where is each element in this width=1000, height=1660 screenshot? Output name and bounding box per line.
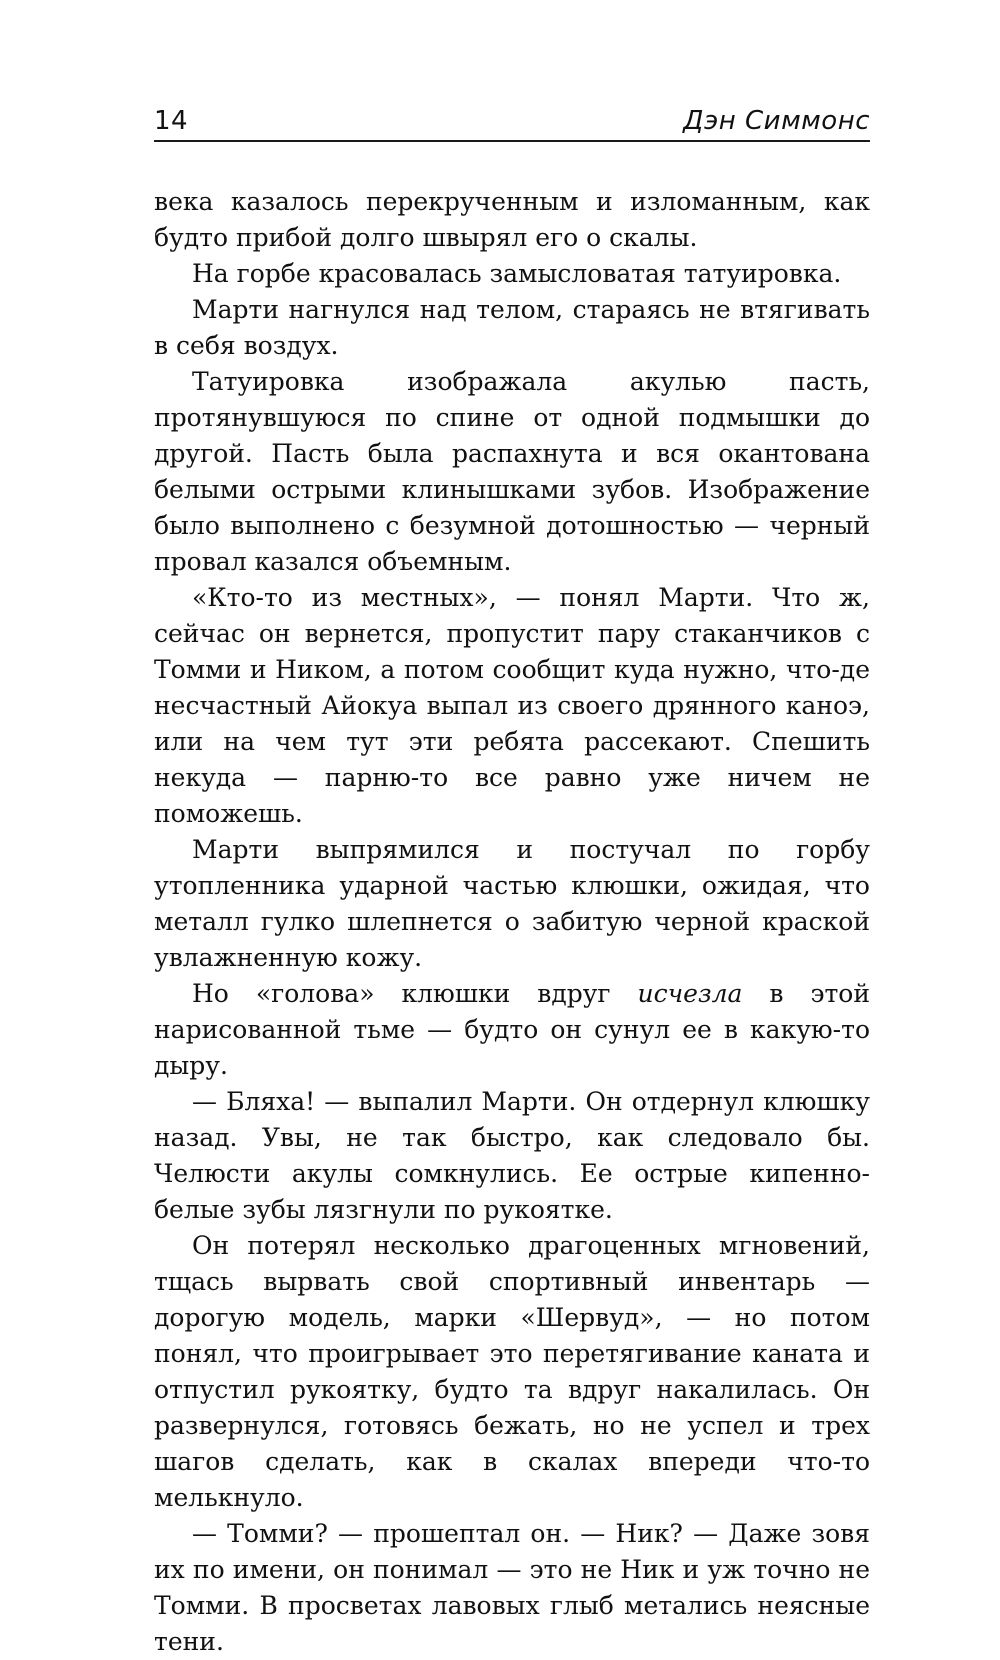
paragraph-1: века казалось перекрученным и изломанным, как будто прибой долго швырял его о скалы. — [154, 187, 870, 252]
paragraph-8: — Бляха! — выпалил Марти. Он отдернул клюшку назад. Увы, не так быстро, как следовало бы. Челюсти акулы сомкнулись. Ее острые кипенно-белые зубы лязгнули по рукоятке. — [154, 1087, 870, 1224]
paragraph-5: «Кто-то из местных», — понял Марти. Что ж, сейчас он вернется, пропустит пару стаканчиков с Томми и Ником, а потом сообщит куда нужно, что-де несчастный Айокуа выпал из своего дрянного каноэ, или на чем тут эти ребята рассекают. Спешить некуда — парню-то все равно уже ничем не поможешь. — [154, 583, 870, 828]
running-header — [154, 100, 870, 142]
paragraph-2: На горбе красовалась замысловатая татуировка. — [192, 259, 842, 288]
paragraph-6: Марти выпрямился и постучал по горбу утопленника ударной частью клюшки, ожидая, что металл гулко шлепнется о забитую черной краской увлажненную кожу. — [154, 835, 870, 972]
paragraph-7 — [154, 976, 870, 1084]
emphasis-word: исчезла — [637, 979, 743, 1008]
paragraph-9: Он потерял несколько драгоценных мгновений, тщась вырвать свой спортивный инвентарь — дорогую модель, марки «Шервуд», — но потом понял, что проигрывает это перетягивание каната и отпустил рукоятку, будто та вдруг накалилась. Он развернулся, готовясь бежать, но не успел и трех шагов сделать, как в скалах впереди что-то мелькнуло. — [154, 1231, 870, 1512]
book-author: Дэн Симмонс — [683, 106, 870, 136]
page-number: 14 — [154, 106, 189, 136]
paragraph-7-end: в этой нарисованной тьме — будто он сунул ее в какую-то дыру. — [154, 979, 870, 1080]
paragraph-4: Татуировка изображала акулью пасть, протянувшуюся по спине от одной подмышки до другой. Пасть была распахнута и вся окантована белыми острыми клинышками зубов. Изображение было выполнено с безумной дотошностью — черный провал казался объемным. — [154, 367, 870, 576]
book-page — [154, 100, 870, 1660]
body-text — [154, 184, 870, 1660]
paragraph-7-start: Но «голова» клюшки вдруг — [192, 979, 638, 1008]
paragraph-3: Марти нагнулся над телом, стараясь не втягивать в себя воздух. — [154, 295, 870, 360]
paragraph-10: — Томми? — прошептал он. — Ник? — Даже зовя их по имени, он понимал — это не Ник и уж точно не Томми. В просветах лавовых глыб метались неясные тени. — [154, 1519, 870, 1656]
